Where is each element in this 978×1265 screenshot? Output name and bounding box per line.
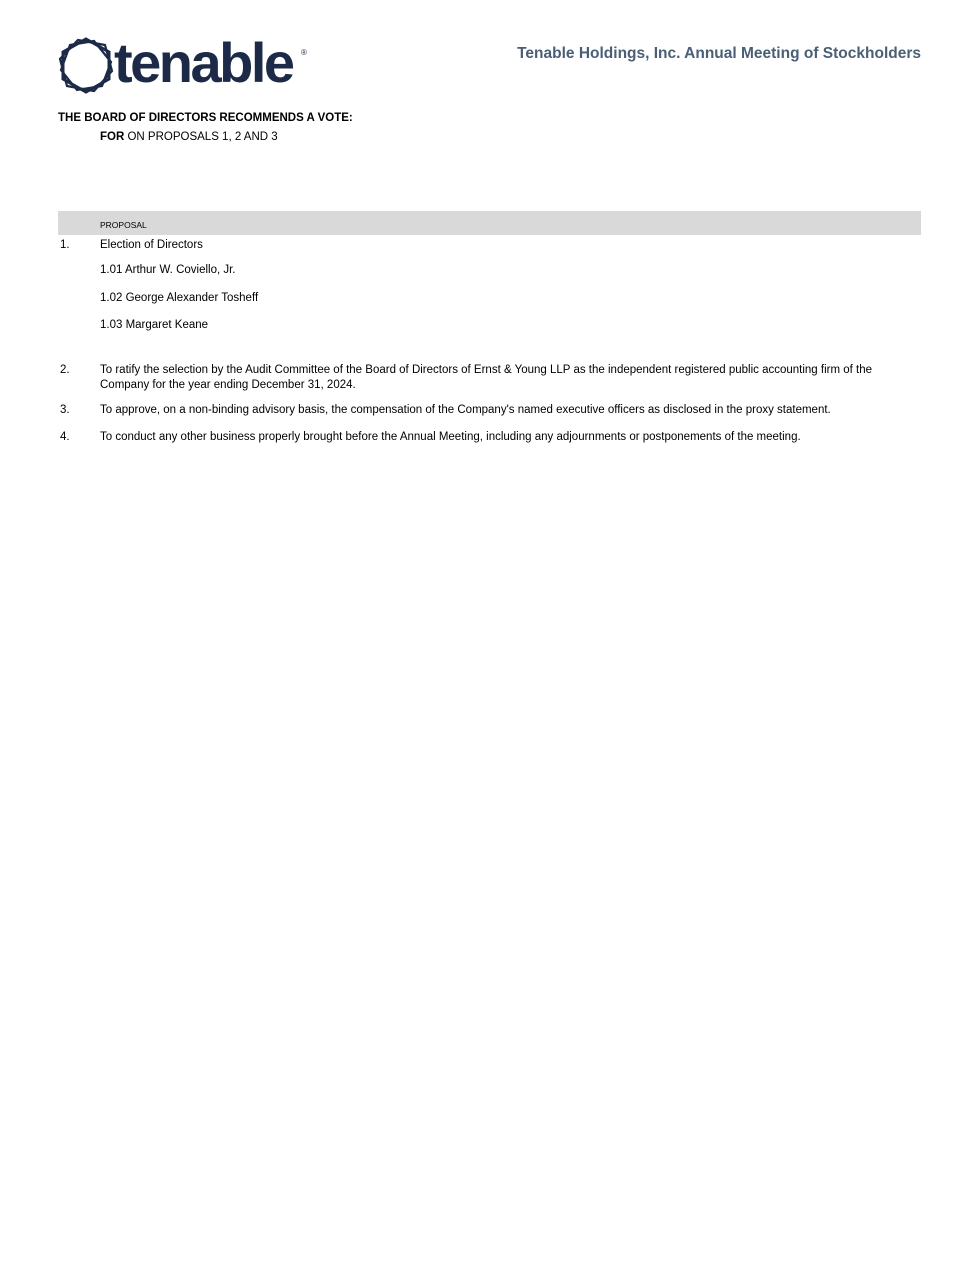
proposal-number-3: 3.	[60, 404, 70, 416]
proposal-text-4: To conduct any other business properly brought before the Annual Meeting, including any adjournments or postponements of the meeting.	[100, 431, 801, 443]
proposal-number-2: 2.	[60, 364, 70, 376]
nominee-item: 1.03 Margaret Keane	[100, 319, 209, 331]
recommendation-line	[100, 131, 278, 143]
registered-mark: ®	[301, 48, 307, 57]
proposal-text-2: To ratify the selection by the Audit Committee of the Board of Directors of Ernst & Young LLP as the independent registered public accounting firm of the Company for the year ending December 31, 2024.	[100, 364, 873, 391]
proposal-text-1: Election of Directors	[100, 239, 203, 251]
company-logo	[56, 31, 316, 94]
proposal-text-3: To approve, on a non-binding advisory basis, the compensation of the Company's named executive officers as disclosed in the proxy statement.	[100, 404, 831, 416]
page-title: Tenable Holdings, Inc. Annual Meeting of Stockholders	[517, 45, 921, 62]
nominee-item: 1.02 George Alexander Tosheff	[100, 292, 259, 304]
proposal-number-1: 1.	[60, 239, 70, 251]
recommendation-heading: THE BOARD OF DIRECTORS RECOMMENDS A VOTE:	[58, 112, 353, 124]
hexagon-logo-icon	[56, 36, 116, 96]
proposal-column-header: PROPOSAL	[100, 220, 147, 230]
recommendation-vote: FOR	[100, 131, 125, 143]
logo-wordmark: tenable	[114, 31, 293, 94]
proposal-table-header	[58, 211, 921, 235]
nominee-item: 1.01 Arthur W. Coviello, Jr.	[100, 264, 236, 276]
proposal-number-4: 4.	[60, 431, 70, 443]
recommendation-proposals: ON PROPOSALS 1, 2 AND 3	[124, 131, 278, 143]
